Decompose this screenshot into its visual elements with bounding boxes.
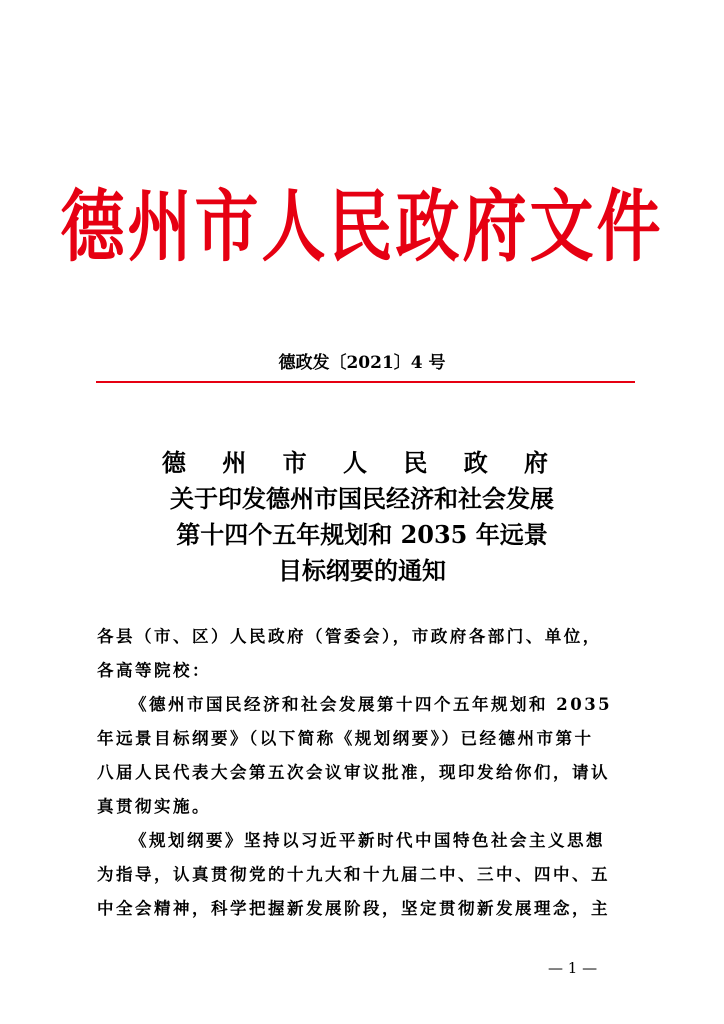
page-number: — 1 — [548,959,598,977]
paragraph-line: 真贯彻实施。 [97,797,211,816]
paragraph-line: 年远景目标纲要》（以下简称《规划纲要》）已经德州市第十 [97,729,594,748]
paragraph-line: 八届人民代表大会第五次会议审议批准，现印发给你们，请认 [97,763,610,782]
paragraph-line: 为指导，认真贯彻党的十九大和十九届二中、三中、四中、五 [97,865,610,884]
addressee-line: 各县（市、区）人民政府（管委会），市政府各部门、单位， [97,627,602,646]
notice-body [97,620,637,926]
title-line-3: 第十四个五年规划和 2035 年远景 [176,520,548,549]
title-line-4: 目标纲要的通知 [278,556,446,585]
notice-title [0,445,724,589]
masthead-title: 德州市人民政府文件 [60,181,664,274]
paragraph-line: 《德州市国民经济和社会发展第十四个五年规划和 2035 [130,695,613,714]
title-line-2: 关于印发德州市国民经济和社会发展 [170,484,554,513]
paragraph-line: 《规划纲要》坚持以习近平新时代中国特色社会主义思想 [130,831,605,850]
addressee-line: 各高等院校： [97,661,211,680]
red-divider-rule [96,381,635,383]
document-number: 德政发〔2021〕4 号 [278,353,446,373]
paragraph-line: 中全会精神，科学把握新发展阶段，坚定贯彻新发展理念，主 [97,899,610,918]
title-line-issuer: 德 州 市 人 民 政 府 [161,448,563,477]
